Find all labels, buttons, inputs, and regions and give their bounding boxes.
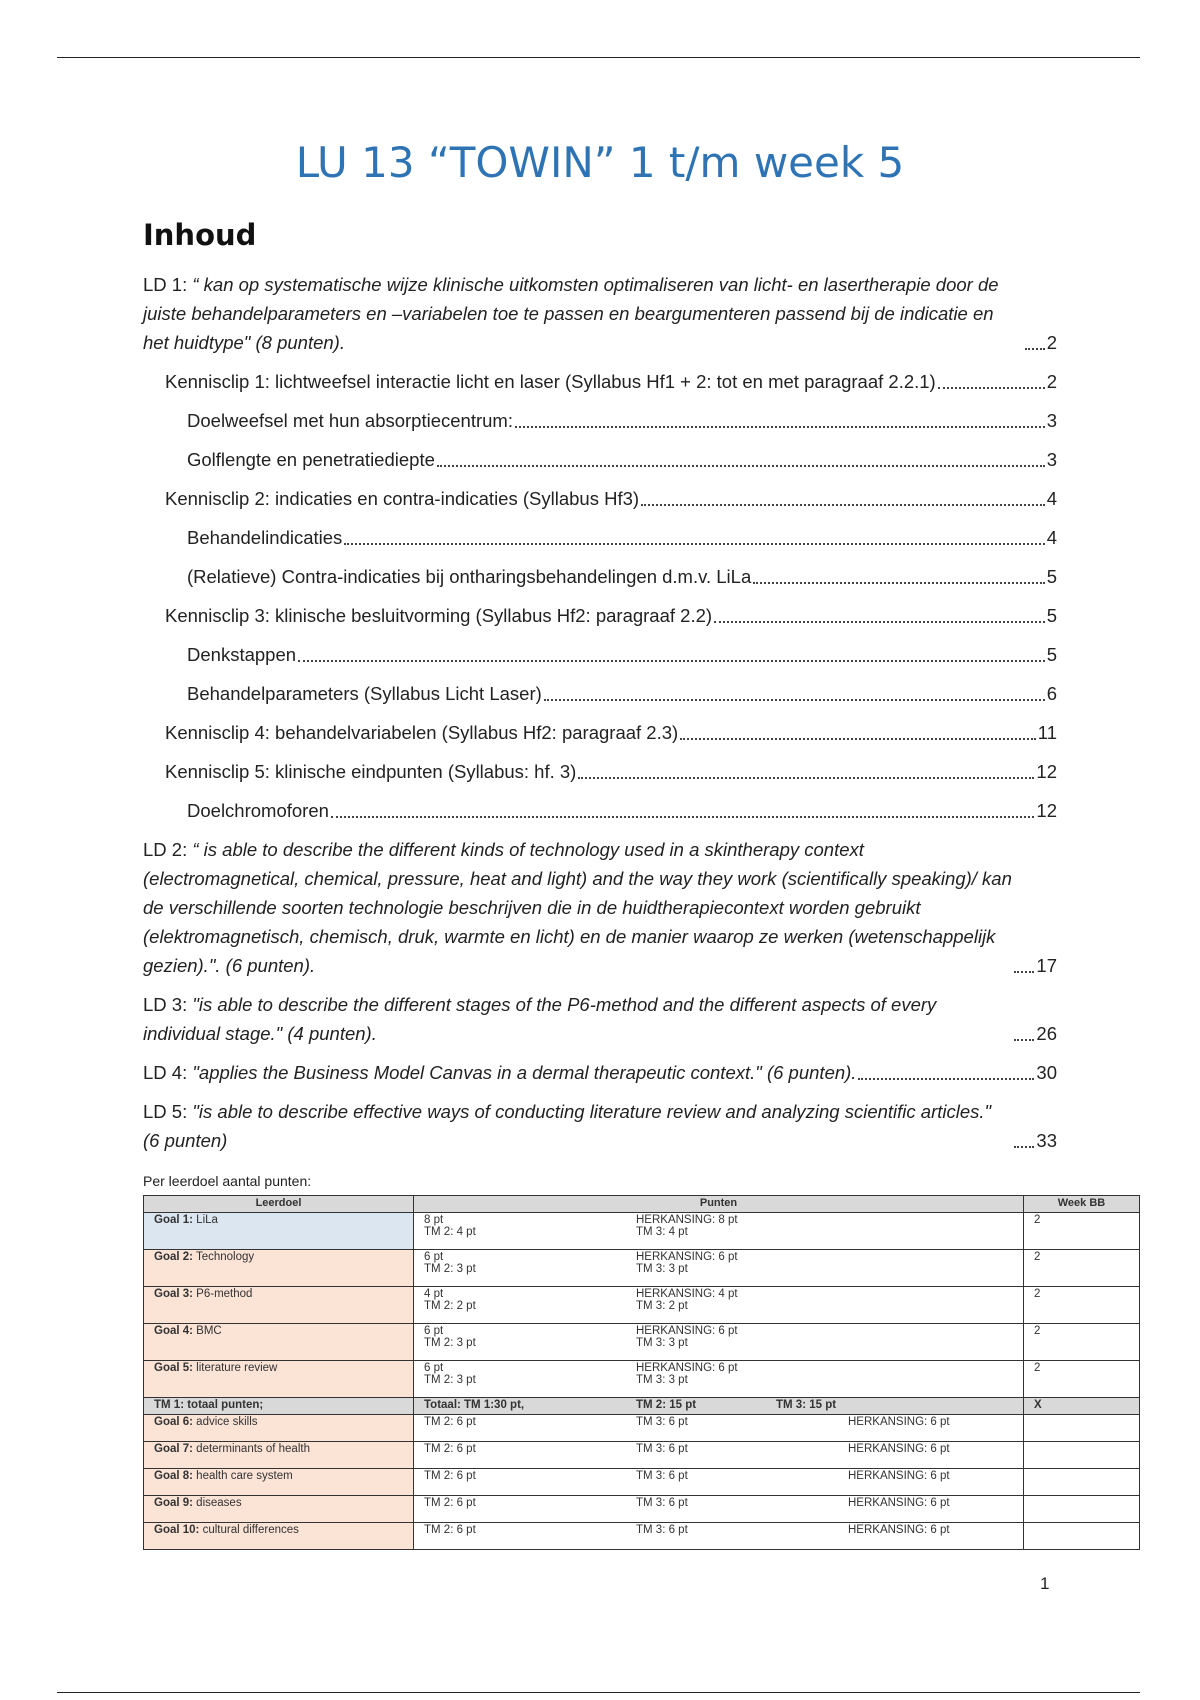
toc-entry[interactable] <box>143 484 1057 513</box>
week-cell <box>1024 1469 1140 1496</box>
goal-number: Goal 8: <box>154 1470 193 1482</box>
tm2-points: TM 2: 2 pt <box>424 1300 476 1312</box>
week-value: 2 <box>1034 1288 1041 1300</box>
goal-number: Goal 7: <box>154 1443 193 1455</box>
week-cell <box>1024 1361 1140 1398</box>
dot-leader <box>714 621 1045 623</box>
points-cell <box>414 1250 1024 1287</box>
goal-number: Goal 4: <box>154 1325 193 1337</box>
goal-number: Goal 5: <box>154 1362 193 1374</box>
resit-points: HERKANSING: 6 pt <box>848 1416 950 1428</box>
resit-points: HERKANSING: 6 pt <box>848 1470 950 1482</box>
points-cell <box>414 1415 1024 1442</box>
toc-entry-text: Denkstappen <box>187 644 297 665</box>
table-row <box>144 1250 1140 1287</box>
tm3-points: TM 3: 3 pt <box>636 1263 688 1275</box>
goal-name: literature review <box>192 1362 278 1374</box>
toc-entry[interactable] <box>143 990 1057 1048</box>
total-week: X <box>1034 1399 1042 1411</box>
table-caption: Per leerdoel aantal punten: <box>143 1173 312 1189</box>
tm2-points: TM 2: 6 pt <box>424 1443 476 1455</box>
table-row <box>144 1361 1140 1398</box>
toc-entry-text: Kennisclip 4: behandelvariabelen (Syllabus Hf2: paragraaf 2.3) <box>165 722 679 743</box>
tm3-points: TM 3: 3 pt <box>636 1337 688 1349</box>
week-value: 2 <box>1034 1362 1041 1374</box>
header-punten: Punten <box>414 1196 1024 1213</box>
goal-name: advice skills <box>192 1416 258 1428</box>
toc-page-number: 12 <box>1036 761 1057 782</box>
toc-entry-text <box>143 1058 856 1087</box>
toc-entry-text <box>143 270 1023 357</box>
tm3-points: TM 3: 4 pt <box>636 1226 688 1238</box>
toc-page-number: 30 <box>1036 1062 1057 1083</box>
toc-entry[interactable] <box>143 835 1057 980</box>
total-points-cell <box>414 1398 1024 1415</box>
table-row <box>144 1287 1140 1324</box>
dot-leader <box>1014 971 1034 973</box>
goal-cell <box>144 1442 414 1469</box>
toc-entry-text <box>143 990 1012 1048</box>
toc-entry[interactable] <box>143 640 1057 669</box>
dot-leader <box>298 660 1045 662</box>
resit-points: HERKANSING: 6 pt <box>636 1325 738 1337</box>
toc-entry[interactable] <box>143 796 1057 825</box>
tm2-points: TM 2: 3 pt <box>424 1263 476 1275</box>
toc-entry-text: Kennisclip 1: lichtweefsel interactie licht en laser (Syllabus Hf1 + 2: tot en met paragraaf 2.2.1) <box>165 371 936 392</box>
toc-page-number: 33 <box>1036 1130 1057 1151</box>
goal-cell <box>144 1324 414 1361</box>
points-cell <box>414 1324 1024 1361</box>
table-row <box>144 1496 1140 1523</box>
week-value: 2 <box>1034 1325 1041 1337</box>
table-row <box>144 1523 1140 1550</box>
toc-entry-text: Doelweefsel met hun absorptiecentrum: <box>187 410 513 431</box>
toc-page-number: 26 <box>1036 1023 1057 1044</box>
goal-number: Goal 3: <box>154 1288 193 1300</box>
tm3-points: TM 3: 6 pt <box>636 1470 688 1482</box>
tm2-points: TM 2: 6 pt <box>424 1524 476 1536</box>
toc-entry-text <box>143 1097 1012 1155</box>
toc-entry[interactable] <box>143 445 1057 474</box>
toc-entry[interactable] <box>143 367 1057 396</box>
tm3-points: TM 3: 6 pt <box>636 1524 688 1536</box>
goal-name: LiLa <box>192 1214 218 1226</box>
toc-page-number: 5 <box>1046 566 1057 587</box>
toc-entry[interactable] <box>143 406 1057 435</box>
toc-page-number: 11 <box>1037 722 1057 743</box>
toc-entry-text: Kennisclip 5: klinische eindpunten (Syllabus: hf. 3) <box>165 761 577 782</box>
document-title: LU 13 “TOWIN” 1 t/m week 5 <box>295 138 905 187</box>
header-leerdoel: Leerdoel <box>144 1196 414 1213</box>
toc-entry[interactable] <box>143 270 1057 357</box>
total-tm1: Totaal: TM 1:30 pt, <box>424 1399 525 1411</box>
points-cell <box>414 1442 1024 1469</box>
week-cell <box>1024 1442 1140 1469</box>
toc-entry-text: Kennisclip 2: indicaties en contra-indicaties (Syllabus Hf3) <box>165 488 640 509</box>
toc-page-number: 2 <box>1046 332 1057 353</box>
toc-page-number: 4 <box>1046 488 1057 509</box>
total-label-cell <box>144 1398 414 1415</box>
goal-cell <box>144 1213 414 1250</box>
total-tm3: TM 3: 15 pt <box>776 1399 837 1411</box>
week-cell <box>1024 1324 1140 1361</box>
tm2-points: TM 2: 6 pt <box>424 1416 476 1428</box>
tm3-points: TM 3: 6 pt <box>636 1497 688 1509</box>
page-number: 1 <box>1040 1574 1050 1593</box>
points-cell <box>414 1287 1024 1324</box>
points: 8 pt <box>424 1214 444 1226</box>
toc-entry-quote: “ kan op systematische wijze klinische uitkomsten optimaliseren van licht- en lasertherapie door de juiste behandelparameters en –variabelen toe te passen en beargumenteren passend bij de indicatie en het huidtype" (8 punten). <box>143 274 999 353</box>
table-of-contents <box>143 270 1057 1165</box>
total-row <box>144 1398 1140 1415</box>
header-week: Week BB <box>1024 1196 1140 1213</box>
goal-cell <box>144 1361 414 1398</box>
goal-number: Goal 6: <box>154 1416 193 1428</box>
goal-name: cultural differences <box>199 1524 299 1536</box>
toc-entry-text: Kennisclip 3: klinische besluitvorming (Syllabus Hf2: paragraaf 2.2) <box>165 605 713 626</box>
tm2-points: TM 2: 6 pt <box>424 1470 476 1482</box>
table-row <box>144 1324 1140 1361</box>
resit-points: HERKANSING: 6 pt <box>636 1251 738 1263</box>
points: 6 pt <box>424 1325 444 1337</box>
dot-leader <box>515 426 1045 428</box>
dot-leader <box>544 699 1045 701</box>
dot-leader <box>938 387 1045 389</box>
table-row <box>144 1442 1140 1469</box>
goal-cell <box>144 1415 414 1442</box>
toc-entry[interactable] <box>143 1058 1057 1087</box>
dot-leader <box>680 738 1036 740</box>
points-cell <box>414 1213 1024 1250</box>
tm2-points: TM 2: 4 pt <box>424 1226 476 1238</box>
toc-entry-prefix: LD 2: <box>143 839 193 860</box>
points-cell <box>414 1523 1024 1550</box>
table-header-row <box>144 1196 1140 1213</box>
toc-entry-prefix: LD 1: <box>143 274 193 295</box>
goal-cell <box>144 1496 414 1523</box>
week-cell <box>1024 1213 1140 1250</box>
toc-page-number: 12 <box>1036 800 1057 821</box>
tm3-points: TM 3: 3 pt <box>636 1374 688 1386</box>
points: 6 pt <box>424 1362 444 1374</box>
tm2-points: TM 2: 3 pt <box>424 1337 476 1349</box>
dot-leader <box>437 465 1045 467</box>
goal-cell <box>144 1287 414 1324</box>
toc-entry[interactable] <box>143 601 1057 630</box>
points-cell <box>414 1361 1024 1398</box>
goal-number: Goal 9: <box>154 1497 193 1509</box>
points-cell <box>414 1469 1024 1496</box>
toc-page-number: 17 <box>1036 955 1057 976</box>
toc-heading: Inhoud <box>143 218 257 252</box>
tm3-points: TM 3: 6 pt <box>636 1443 688 1455</box>
dot-leader <box>1014 1039 1034 1041</box>
toc-entry-text: Behandelparameters (Syllabus Licht Laser) <box>187 683 542 704</box>
toc-entry[interactable] <box>143 1097 1057 1155</box>
tm3-points: TM 3: 6 pt <box>636 1416 688 1428</box>
resit-points: HERKANSING: 6 pt <box>848 1443 950 1455</box>
week-cell <box>1024 1250 1140 1287</box>
dot-leader <box>344 543 1044 545</box>
week-value: 2 <box>1034 1214 1041 1226</box>
resit-points: HERKANSING: 4 pt <box>636 1288 738 1300</box>
goal-name: health care system <box>192 1470 293 1482</box>
week-cell <box>1024 1523 1140 1550</box>
toc-entry[interactable] <box>143 679 1057 708</box>
toc-entry-quote: “ is able to describe the different kinds of technology used in a skintherapy context (electromagnetical, chemical, pressure, heat and light) and the way they work (scientifically speaking)/ kan de verschillende soorten technologie beschrijven die in de huidtherapiecontext worden gebruikt (elektromagnetisch, chemisch, druk, warmte en licht) en de manier waarop ze werken (wetenschappelijk gezien).". (6 punten). <box>143 839 1012 976</box>
toc-entry[interactable] <box>143 523 1057 552</box>
toc-entry[interactable] <box>143 757 1057 786</box>
toc-entry-prefix: LD 3: <box>143 994 193 1015</box>
goal-number: Goal 2: <box>154 1251 193 1263</box>
total-tm2: TM 2: 15 pt <box>636 1399 697 1411</box>
goal-name: P6-method <box>192 1288 253 1300</box>
goal-cell <box>144 1250 414 1287</box>
dot-leader <box>641 504 1045 506</box>
dot-leader <box>1025 348 1045 350</box>
resit-points: HERKANSING: 6 pt <box>848 1524 950 1536</box>
resit-points: HERKANSING: 8 pt <box>636 1214 738 1226</box>
points-cell <box>414 1496 1024 1523</box>
header-rule <box>57 57 1140 58</box>
dot-leader <box>858 1078 1034 1080</box>
week-cell <box>1024 1496 1140 1523</box>
points: 4 pt <box>424 1288 444 1300</box>
points: 6 pt <box>424 1251 444 1263</box>
toc-entry-text: Golflengte en penetratiediepte <box>187 449 435 470</box>
week-cell <box>1024 1415 1140 1442</box>
toc-entry-text <box>143 835 1012 980</box>
goal-cell <box>144 1469 414 1496</box>
toc-entry-prefix: LD 4: <box>143 1062 193 1083</box>
toc-entry-prefix: LD 5: <box>143 1101 193 1122</box>
toc-entry-quote: "applies the Business Model Canvas in a dermal therapeutic context." (6 punten). <box>192 1062 857 1083</box>
toc-page-number: 5 <box>1046 605 1057 626</box>
toc-page-number: 3 <box>1046 410 1057 431</box>
goal-name: BMC <box>192 1325 222 1337</box>
total-week-cell <box>1024 1398 1140 1415</box>
goal-cell <box>144 1523 414 1550</box>
toc-entry[interactable] <box>143 718 1057 747</box>
toc-page-number: 3 <box>1046 449 1057 470</box>
tm3-points: TM 3: 2 pt <box>636 1300 688 1312</box>
dot-leader <box>578 777 1034 779</box>
table-row <box>144 1469 1140 1496</box>
toc-entry-quote: "is able to describe effective ways of conducting literature review and analyzing scientific articles." (6 punten) <box>143 1101 992 1151</box>
tm2-points: TM 2: 3 pt <box>424 1374 476 1386</box>
points-table <box>143 1195 1140 1550</box>
tm2-points: TM 2: 6 pt <box>424 1497 476 1509</box>
goal-number: Goal 10: <box>154 1524 200 1536</box>
resit-points: HERKANSING: 6 pt <box>848 1497 950 1509</box>
goal-name: determinants of health <box>192 1443 310 1455</box>
goal-number: Goal 1: <box>154 1214 193 1226</box>
table-row <box>144 1213 1140 1250</box>
footer-rule <box>57 1692 1140 1693</box>
total-label: TM 1: totaal punten; <box>154 1399 264 1411</box>
resit-points: HERKANSING: 6 pt <box>636 1362 738 1374</box>
toc-page-number: 5 <box>1046 644 1057 665</box>
dot-leader <box>331 816 1035 818</box>
dot-leader <box>753 582 1044 584</box>
toc-page-number: 4 <box>1046 527 1057 548</box>
toc-page-number: 6 <box>1046 683 1057 704</box>
toc-entry-text: Behandelindicaties <box>187 527 343 548</box>
week-cell <box>1024 1287 1140 1324</box>
goal-name: diseases <box>192 1497 242 1509</box>
goal-name: Technology <box>192 1251 255 1263</box>
toc-entry-text: (Relatieve) Contra-indicaties bij ontharingsbehandelingen d.m.v. LiLa <box>187 566 752 587</box>
dot-leader <box>1014 1146 1034 1148</box>
toc-entry[interactable] <box>143 562 1057 591</box>
toc-page-number: 2 <box>1046 371 1057 392</box>
toc-entry-text: Doelchromoforen <box>187 800 329 821</box>
week-value: 2 <box>1034 1251 1041 1263</box>
table-row <box>144 1415 1140 1442</box>
toc-entry-quote: "is able to describe the different stages of the P6-method and the different aspects of every individual stage." (4 punten). <box>143 994 937 1044</box>
